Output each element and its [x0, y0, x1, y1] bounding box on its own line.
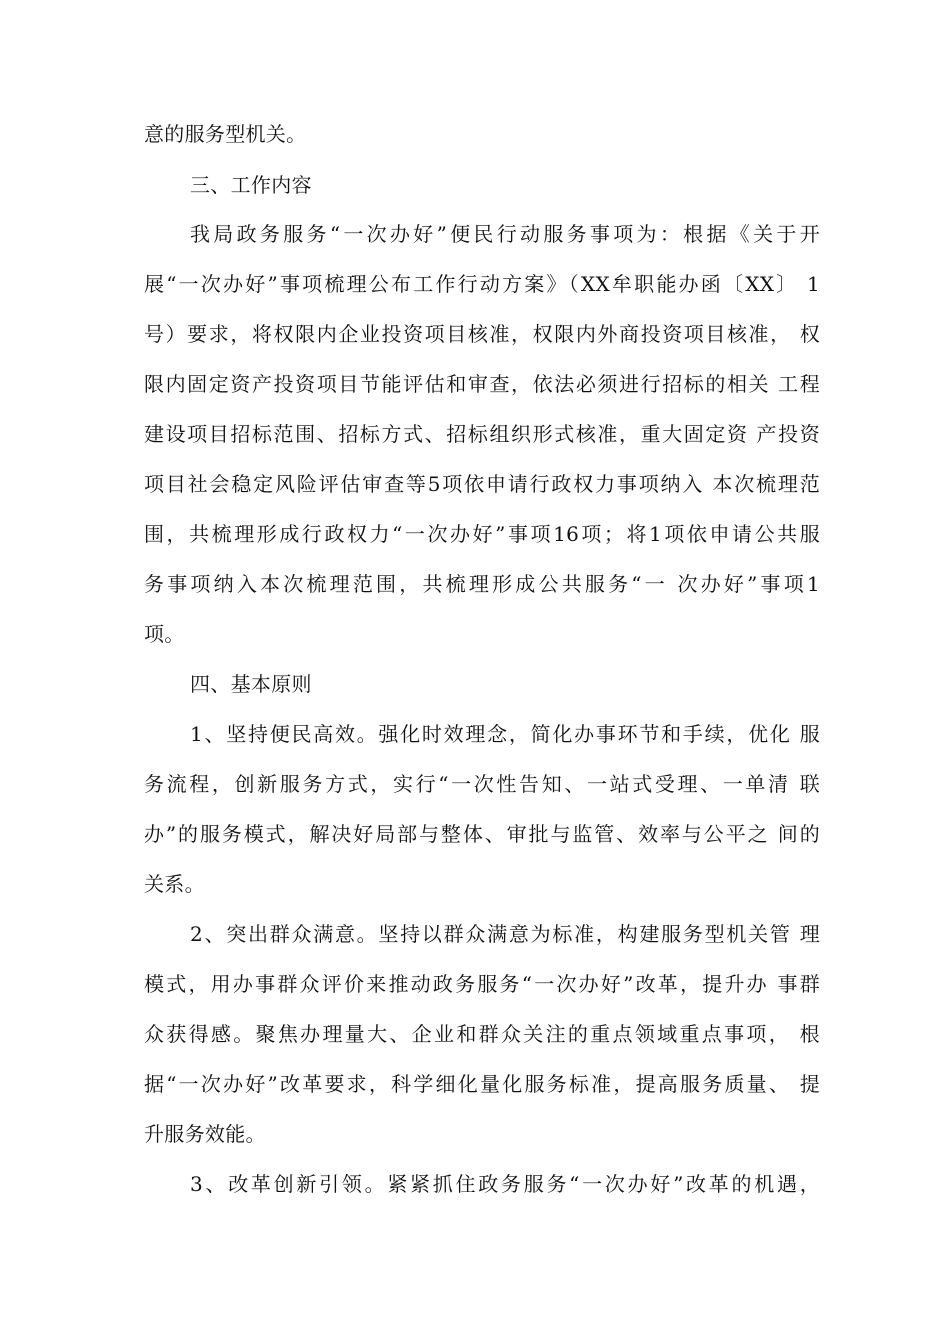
paragraph-line: 2、突出群众满意。坚持以群众满意为标准，构建服务型机关管 理	[190, 922, 820, 946]
paragraph-line: 办”的服务模式，解决好局部与整体、审批与监管、效率与公平之 间的	[144, 822, 820, 846]
paragraph-line: 项。	[144, 622, 185, 646]
paragraph-line: 展“一次办好”事项梳理公布工作行动方案》（XX牟职能办函〔XX〕 1	[144, 272, 820, 296]
paragraph-line: 模式，用办事群众评价来推动政务服务“一次办好”改革，提升办 事群	[144, 972, 820, 996]
section-heading-basic-principles: 四、基本原则	[190, 672, 312, 696]
paragraph-line: 号）要求，将权限内企业投资项目核准，权限内外商投资项目核准， 权	[144, 322, 820, 346]
paragraph-line: 建设项目招标范围、招标方式、招标组织形式核准，重大固定资 产投资	[144, 422, 820, 446]
paragraph-line: 围，共梳理形成行政权力“一次办好”事项16项；将1项依申请公共服	[144, 522, 820, 546]
paragraph-line: 务事项纳入本次梳理范围，共梳理形成公共服务“一 次办好”事项1	[144, 572, 820, 596]
paragraph-line: 3、改革创新引领。紧紧抓住政务服务“一次办好”改革的机遇，	[190, 1172, 820, 1196]
paragraph-line: 项目社会稳定风险评估审查等5项依申请行政权力事项纳入 本次梳理范	[144, 472, 820, 496]
paragraph-line: 1、坚持便民高效。强化时效理念，简化办事环节和手续，优化 服	[190, 722, 820, 746]
paragraph-continuation-line: 意的服务型机关。	[144, 122, 307, 146]
paragraph-line: 我局政务服务“一次办好”便民行动服务事项为：根据《关于开	[190, 222, 820, 246]
paragraph-line: 升服务效能。	[144, 1122, 266, 1146]
section-heading-work-content: 三、工作内容	[190, 173, 312, 197]
paragraph-line: 务流程，创新服务方式，实行“一次性告知、一站式受理、一单清 联	[144, 772, 820, 796]
paragraph-line: 关系。	[144, 872, 205, 896]
paragraph-line: 限内固定资产投资项目节能评估和审查，依法必须进行招标的相关 工程	[144, 372, 820, 396]
paragraph-line: 据“一次办好”改革要求，科学细化量化服务标准，提高服务质量、 提	[144, 1072, 820, 1096]
paragraph-line: 众获得感。聚焦办理量大、企业和群众关注的重点领域重点事项， 根	[144, 1022, 820, 1046]
